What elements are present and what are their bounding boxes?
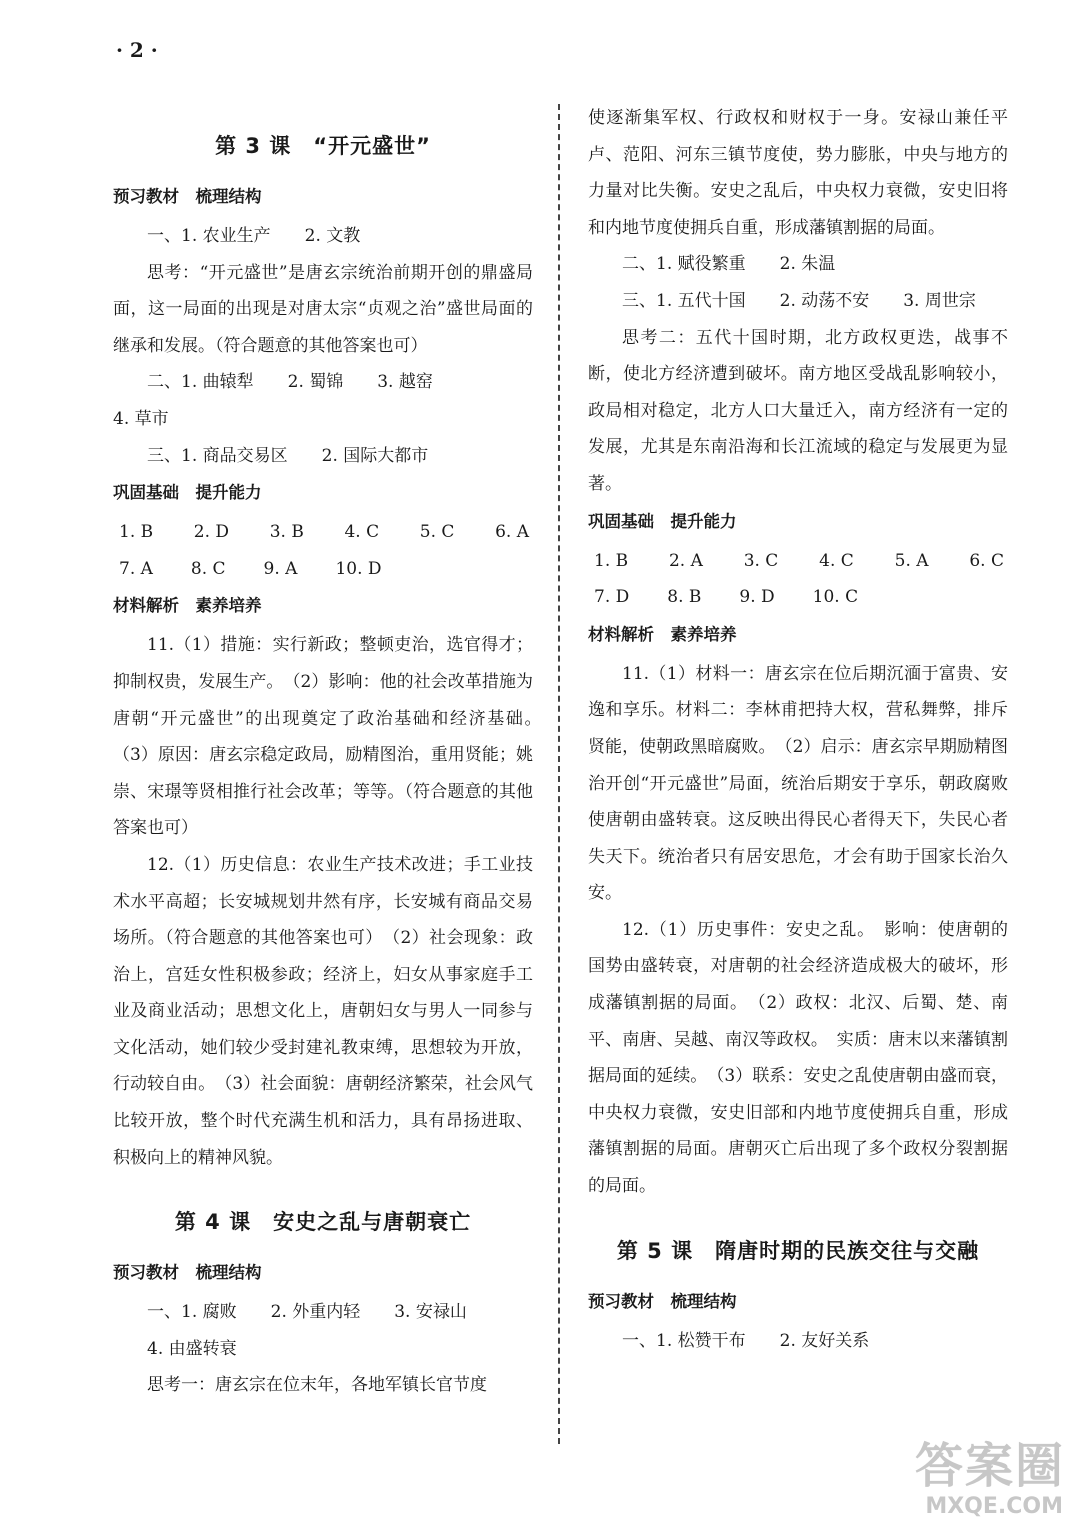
answer-item: 4. C	[344, 522, 380, 543]
answer-item: 9. D	[739, 587, 775, 608]
answer-row	[588, 579, 1008, 616]
answer-item: 8. B	[667, 587, 702, 608]
answer-item: 5. A	[894, 550, 929, 571]
section-heading: 材料解析 素养培养	[588, 624, 737, 644]
answer-item: 6. A	[495, 522, 529, 543]
answer-item: 7. D	[594, 587, 630, 608]
answer-item: 8. C	[190, 558, 226, 579]
column-divider	[558, 104, 560, 1444]
question-12-answer: 12.（1）历史事件：安史之乱。 影响：使唐朝的国势由盛转衰，对唐朝的社会经济造成极大的破坏，形成藩镇割据的局面。 （2）政权：北汉、后蜀、楚、南平、南唐、吴越、南汉等政权。 实质：唐末以来藩镇割据局面的延续。 （3）联系：安史之乱使唐朝由盛而衰，中央权力衰微，安史旧部和内地节度使拥兵自重，形成藩镇割据的局面。唐朝灭亡后出现了多个政权分裂割据的局面。	[588, 919, 1008, 1197]
thinking-paragraph: 思考：“开元盛世”是唐玄宗统治前期开创的鼎盛局面，这一局面的出现是对唐太宗“贞观之治”盛世局面的继承和发展。（符合题意的其他答案也可）	[113, 262, 533, 356]
answer-line: 二、1. 赋役繁重 2. 朱温	[622, 254, 836, 275]
page-number: · 2 ·	[116, 38, 158, 62]
answer-row	[588, 543, 1008, 580]
answer-item: 9. A	[263, 558, 298, 579]
answer-item: 1. B	[594, 550, 629, 571]
answer-item: 1. B	[119, 522, 154, 543]
section-heading: 巩固基础 提升能力	[588, 511, 737, 531]
lesson-5-title: 第 5 课 隋唐时期的民族交往与交融	[616, 1238, 980, 1263]
answer-row	[113, 551, 533, 588]
answer-item: 3. B	[269, 522, 304, 543]
section-heading: 巩固基础 提升能力	[113, 483, 262, 503]
left-column	[113, 100, 550, 1404]
answer-line: 一、1. 松赞干布 2. 友好关系	[622, 1330, 870, 1351]
answer-item: 5. C	[419, 522, 455, 543]
answer-item: 10. C	[812, 587, 859, 608]
section-heading: 预习教材 梳理结构	[588, 1291, 737, 1311]
answer-item: 2. D	[193, 522, 230, 543]
answer-line: 三、1. 商品交易区 2. 国际大都市	[147, 445, 429, 466]
section-heading: 预习教材 梳理结构	[113, 1263, 262, 1283]
answer-line: 4. 草市	[113, 408, 169, 429]
answer-item: 3. C	[743, 550, 779, 571]
thinking-paragraph: 思考一：唐玄宗在位末年，各地军镇长官节度	[147, 1375, 487, 1396]
lesson-4-title: 第 4 课 安史之乱与唐朝衰亡	[174, 1210, 472, 1235]
answer-line: 一、1. 农业生产 2. 文教	[147, 226, 361, 246]
answer-item: 10. D	[335, 558, 382, 579]
thinking-paragraph: 思考二：五代十国时期，北方政权更迭，战事不断，使北方经济遭到破坏。南方地区受战乱影响较小，政局相对稳定，北方人口大量迁入，南方经济有一定的发展，尤其是东南沿海和长江流域的稳定与发展更为显著。	[588, 327, 1008, 494]
question-11-answer: 11.（1）材料一：唐玄宗在位后期沉湎于富贵、安逸和享乐。材料二：李林甫把持大权，营私舞弊，排斥贤能，使朝政黑暗腐败。 （2）启示：唐玄宗早期励精图治开创“开元盛世”局面，统治后期安于享乐，朝政腐败使唐朝由盛转衰。这反映出得民心者得天下，失民心者失天下。统治者只有居安思危，才会有助于国家长治久安。	[588, 663, 1008, 904]
right-column	[588, 100, 1008, 1359]
answer-item: 4. C	[819, 550, 854, 571]
section-heading: 预习教材 梳理结构	[113, 187, 262, 206]
section-heading: 材料解析 素养培养	[113, 596, 262, 616]
lesson-3-title: 第 3 课 “开元盛世”	[215, 134, 431, 158]
watermark-logo	[915, 1438, 1075, 1530]
answer-item: 2. A	[668, 550, 703, 571]
watermark-url: MXQE.COM	[925, 1494, 1063, 1519]
watermark-text: 答案圈	[915, 1438, 1066, 1494]
question-11-answer: 11.（1）措施：实行新政；整顿吏治，选官得才；抑制权贵，发展生产。 （2）影响：他的社会改革措施为唐朝“开元盛世”的出现奠定了政治基础和经济基础。 （3）原因：唐玄宗稳定政局，励精图治，重用贤能；姚崇、宋璟等贤相推行社会改革；等等。（符合题意的其他答案也可）	[113, 635, 550, 839]
answer-item: 6. C	[969, 550, 1004, 571]
answer-item: 7. A	[119, 558, 153, 579]
answer-line: 三、1. 五代十国 2. 动荡不安 3. 周世宗	[622, 290, 976, 311]
answer-line: 一、1. 腐败 2. 外重内轻 3. 安禄山	[147, 1302, 467, 1323]
answer-line: 二、1. 曲辕犁 2. 蜀锦 3. 越窑	[147, 372, 433, 393]
answer-row	[113, 514, 533, 551]
thinking-paragraph-continued: 使逐渐集军权、行政权和财权于一身。安禄山兼任平卢、范阳、河东三镇节度使，势力膨胀，中央与地方的力量对比失衡。安史之乱后，中央权力衰微，安史旧将和内地节度使拥兵自重，形成藩镇割据的局面。	[588, 108, 1008, 238]
question-12-answer: 12.（1）历史信息：农业生产技术改进；手工业技术水平高超；长安城规划井然有序，长安城有商品交易场所。（符合题意的其他答案也可） （2）社会现象：政治上，宫廷女性积极参政；经济上，妇女从事家庭手工业及商业活动；思想文化上，唐朝妇女与男人一同参与文化活动，她们较少受封建礼教束缚，思想较为开放，行动较自由。 （3）社会面貌：唐朝经济繁荣，社会风气比较开放，整个时代充满生机和活力，具有昂扬进取、积极向上的精神风貌。	[113, 854, 533, 1168]
answer-line: 4. 由盛转衰	[147, 1338, 237, 1359]
